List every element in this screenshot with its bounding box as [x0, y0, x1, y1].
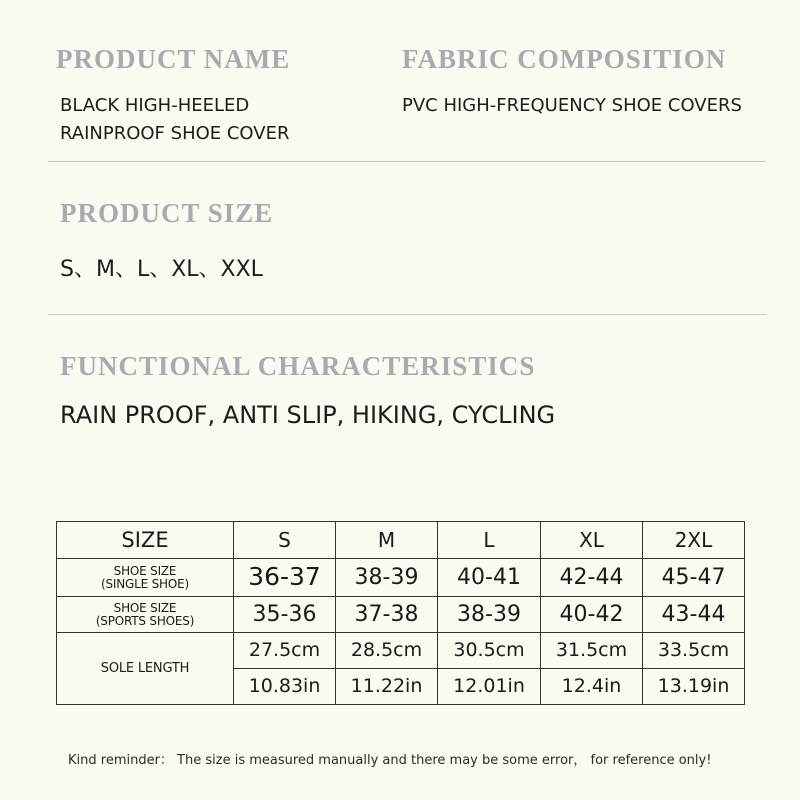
table-cell: 12.4in [541, 669, 643, 705]
table-cell: 42-44 [541, 559, 643, 597]
table-cell: 36-37 [234, 559, 336, 597]
label-line-2: (SPORTS SHOES) [95, 613, 195, 628]
product-name-line-2: RAINPROOF SHOE COVER [60, 123, 290, 144]
header-cell-s: S [234, 522, 336, 559]
table-cell: 38-39 [336, 559, 438, 597]
fabric-composition-heading: FABRIC COMPOSITION [402, 44, 727, 74]
table-row-shoe-size [57, 559, 745, 597]
table-cell: 27.5cm [234, 633, 336, 669]
table-cell: 13.19in [643, 669, 745, 705]
label-line-1: SHOE SIZE [113, 600, 177, 615]
table-cell: 37-38 [336, 597, 438, 633]
table-header-row [57, 522, 745, 559]
table-cell: 45-47 [643, 559, 745, 597]
table-cell: 40-42 [541, 597, 643, 633]
label-line-1: SHOE SIZE [113, 563, 177, 578]
section-divider [48, 314, 766, 315]
header-cell-xl: XL [541, 522, 643, 559]
size-chart-table [56, 521, 745, 705]
table-cell: 31.5cm [541, 633, 643, 669]
header-cell-size: SIZE [57, 522, 234, 559]
table-cell: 12.01in [438, 669, 541, 705]
kind-reminder-note: Kind reminder： The size is measured manually and there may be some error， for reference only! [68, 753, 712, 768]
functional-characteristics-value: RAIN PROOF, ANTI SLIP, HIKING, CYCLING [60, 401, 556, 429]
header-cell-l: L [438, 522, 541, 559]
table-cell: 30.5cm [438, 633, 541, 669]
table-cell: 43-44 [643, 597, 745, 633]
table-cell: 35-36 [234, 597, 336, 633]
header-cell-m: M [336, 522, 438, 559]
header-cell-2xl: 2XL [643, 522, 745, 559]
row-label-sole-length: SOLE LENGTH [57, 633, 234, 705]
section-divider [48, 161, 766, 162]
functional-characteristics-heading: FUNCTIONAL CHARACTERISTICS [60, 351, 536, 381]
table-cell: 38-39 [438, 597, 541, 633]
table-cell: 10.83in [234, 669, 336, 705]
table-cell: 28.5cm [336, 633, 438, 669]
row-label-shoe-size [57, 559, 234, 597]
label-line-2: (SINGLE SHOE) [101, 576, 189, 591]
table-cell: 40-41 [438, 559, 541, 597]
table-row-sports-size [57, 597, 745, 633]
table-cell: 33.5cm [643, 633, 745, 669]
product-size-value: S、M、L、XL、XXL [60, 257, 263, 282]
table-row-sole-length-cm [57, 633, 745, 669]
product-name-line-1: BLACK HIGH-HEELED [60, 95, 250, 116]
row-label-sports-size [57, 597, 234, 633]
product-name-heading: PRODUCT NAME [56, 44, 291, 74]
product-size-heading: PRODUCT SIZE [60, 198, 274, 228]
table-cell: 11.22in [336, 669, 438, 705]
fabric-composition-value: PVC HIGH-FREQUENCY SHOE COVERS [402, 95, 742, 116]
